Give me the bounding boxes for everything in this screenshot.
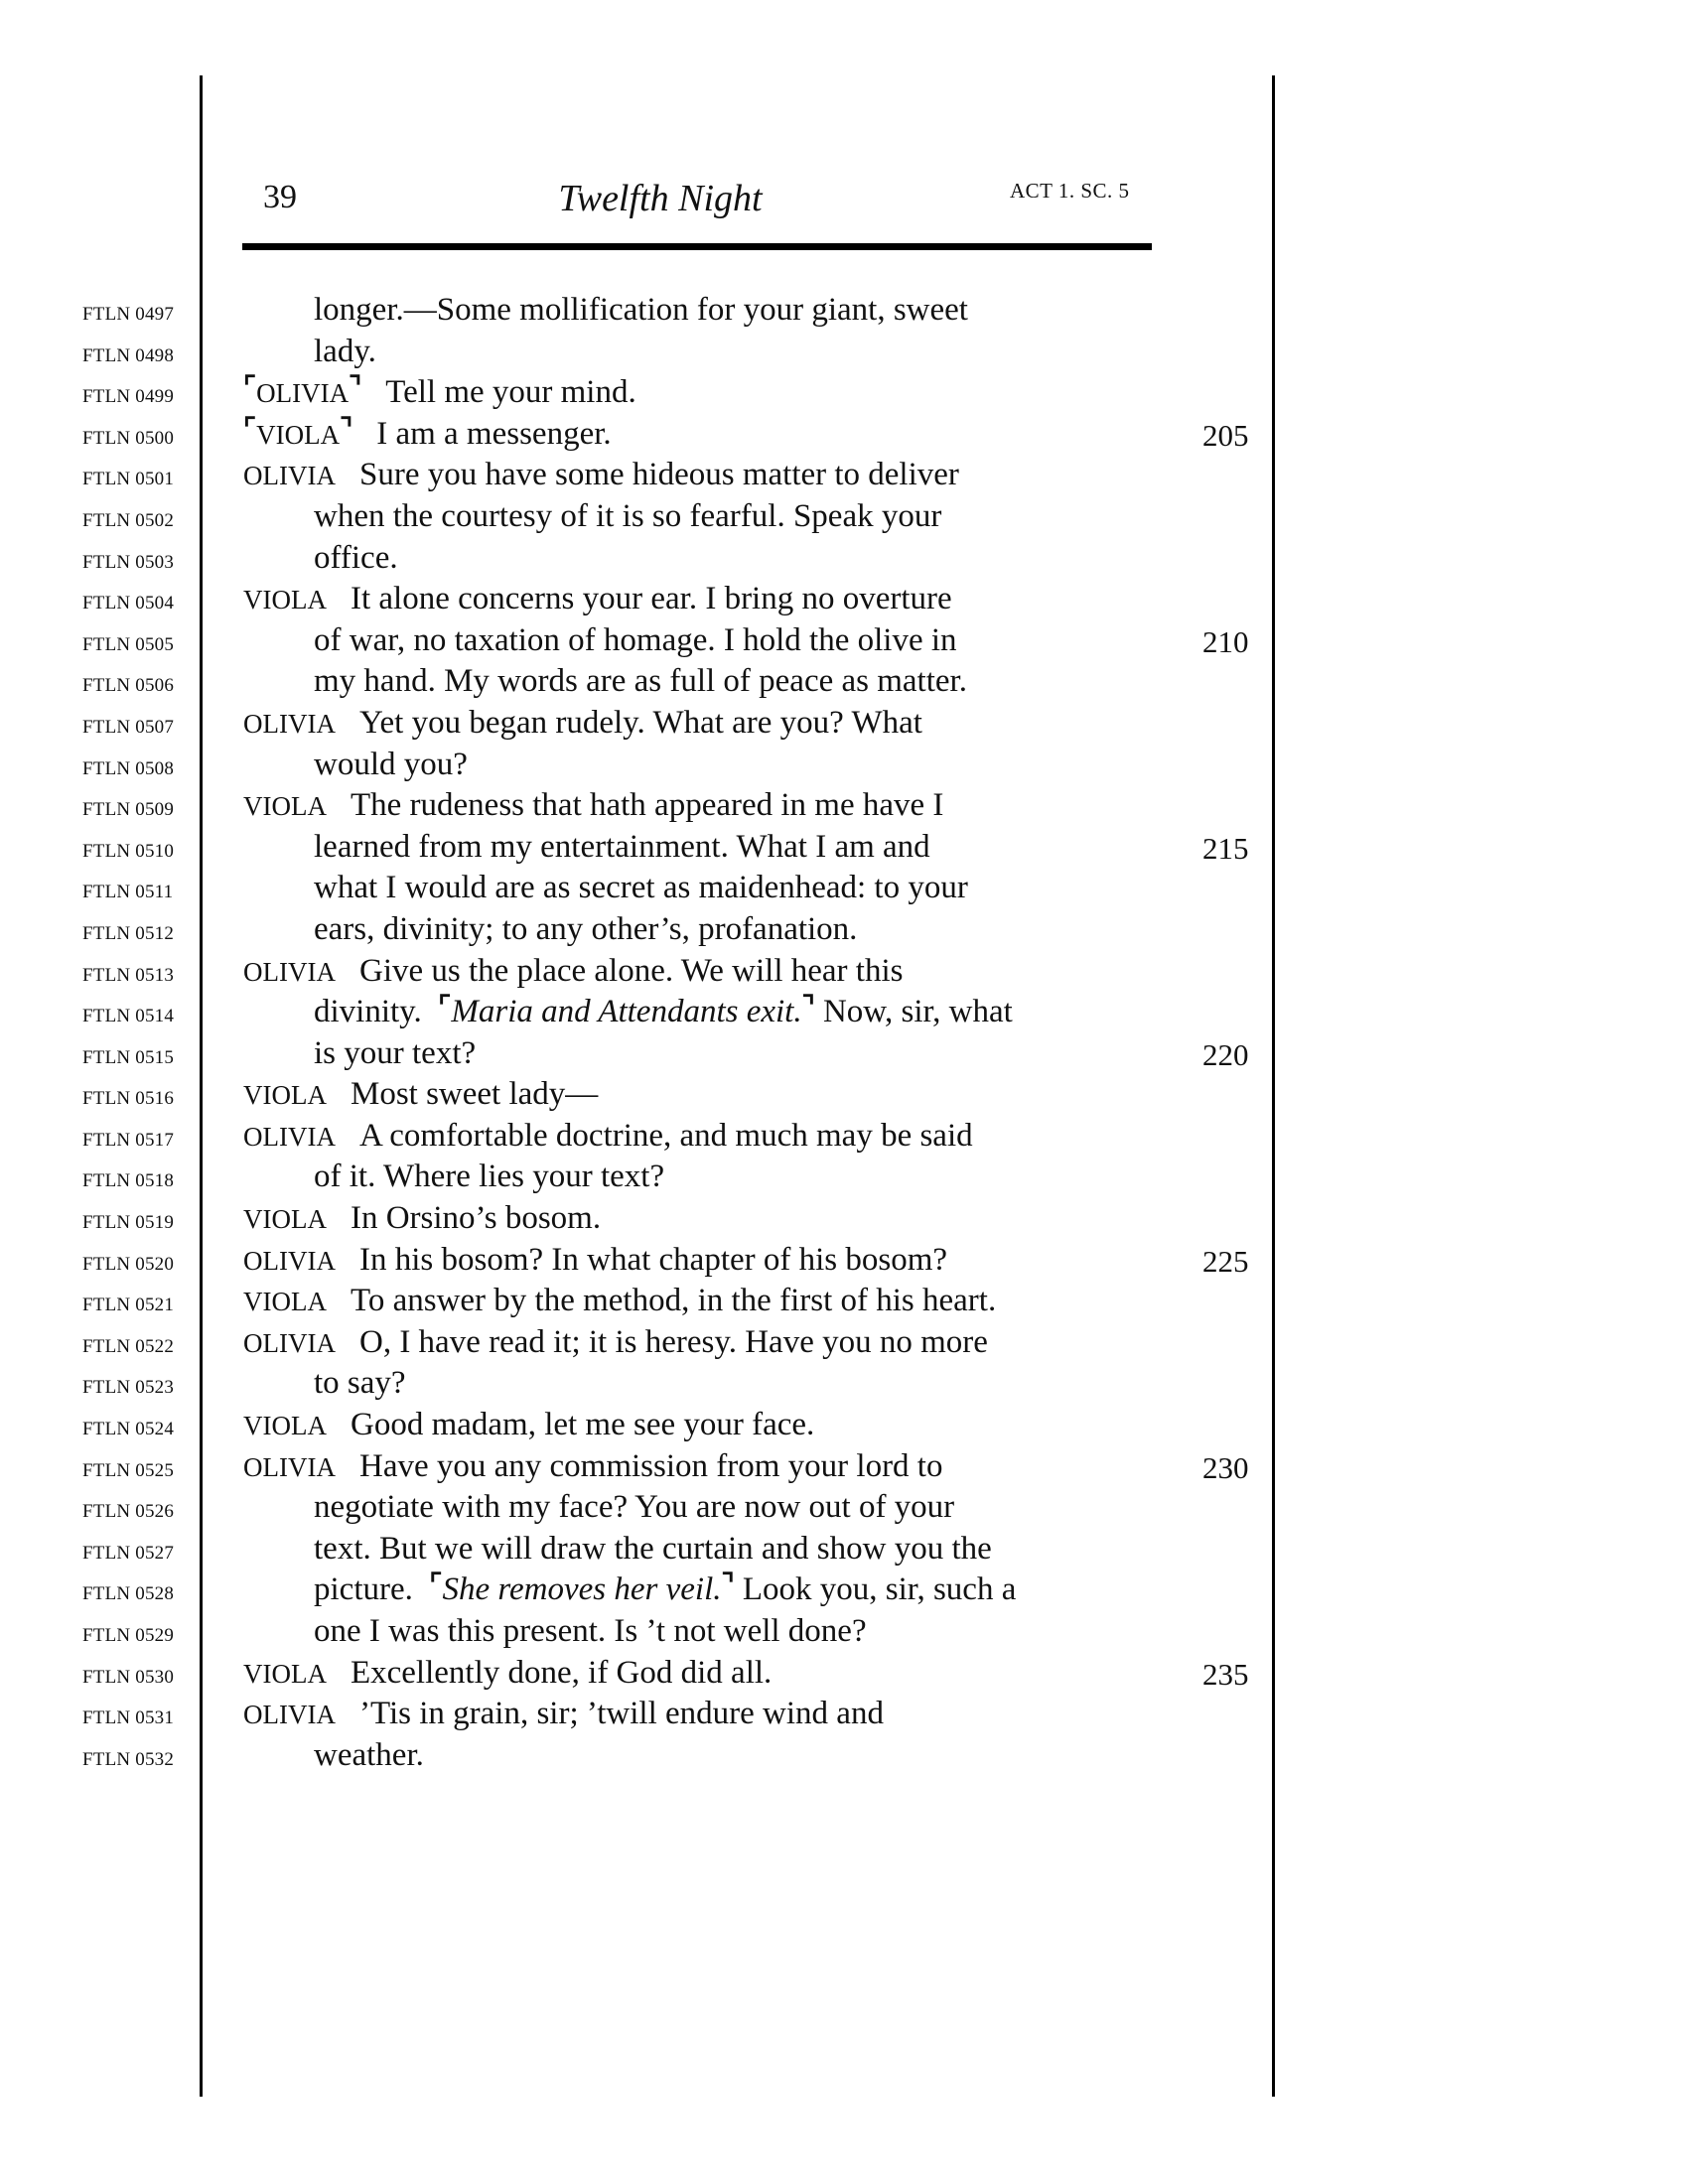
text-line — [0, 827, 1688, 869]
dialogue: learned from my entertainment. What I am and — [314, 828, 930, 865]
dialogue: To answer by the method, in the first of his heart. — [350, 1283, 997, 1319]
dialogue: Excellently done, if God did all. — [350, 1654, 773, 1691]
stage-direction: Maria and Attendants exit. — [451, 994, 802, 1030]
speaker-label: VIOLA — [256, 419, 341, 450]
ftln-number: FTLN 0506 — [82, 675, 175, 697]
ftln-number: FTLN 0525 — [82, 1459, 175, 1481]
speaker-name: VIOLA — [243, 1287, 327, 1317]
dialogue: In Orsino’s bosom. — [350, 1200, 602, 1237]
text-line — [0, 1363, 1688, 1405]
ftln-number: FTLN 0513 — [82, 964, 175, 986]
line-text — [243, 1076, 598, 1113]
line-text — [243, 1283, 996, 1319]
line-number: 220 — [1202, 1036, 1249, 1072]
text-line — [0, 703, 1688, 745]
dialogue: Tell me your mind. — [385, 374, 636, 411]
line-text — [314, 498, 941, 535]
ftln-number: FTLN 0511 — [82, 882, 174, 903]
line-text — [314, 540, 398, 577]
text-line — [0, 414, 1688, 456]
speaker-label: OLIVIA — [256, 378, 350, 409]
play-text-lines — [0, 290, 1688, 1776]
line-text — [243, 1324, 988, 1361]
text-line — [0, 332, 1688, 373]
text-line — [0, 1529, 1688, 1570]
speaker-name: VIOLA — [243, 1204, 327, 1235]
ftln-number: FTLN 0497 — [82, 304, 175, 325]
ftln-number: FTLN 0520 — [82, 1253, 175, 1275]
close-bracket-mark: ⌝ — [801, 992, 815, 1024]
text-line — [0, 1611, 1688, 1653]
line-number: 215 — [1202, 830, 1249, 866]
ftln-number: FTLN 0508 — [82, 757, 175, 779]
text-line — [0, 455, 1688, 496]
line-text — [314, 663, 967, 700]
close-bracket-mark: ⌝ — [349, 372, 362, 404]
dialogue: picture. — [314, 1571, 413, 1608]
close-bracket-mark: ⌝ — [340, 413, 353, 445]
speaker-name: OLIVIA — [243, 1245, 336, 1276]
dialogue: Most sweet lady— — [350, 1076, 599, 1113]
text-line — [0, 579, 1688, 620]
text-line — [0, 1446, 1688, 1488]
line-text — [314, 292, 968, 329]
speaker-name — [243, 413, 353, 450]
line-text — [243, 705, 922, 742]
speaker-name — [243, 372, 362, 409]
line-text — [314, 334, 376, 370]
ftln-number: FTLN 0502 — [82, 509, 175, 531]
line-text — [314, 870, 968, 906]
ftln-number: FTLN 0501 — [82, 469, 175, 490]
ftln-number: FTLN 0514 — [82, 1006, 175, 1027]
dialogue: of it. Where lies your text? — [314, 1159, 665, 1195]
text-line — [0, 1487, 1688, 1529]
dialogue: Sure you have some hideous matter to deliver — [358, 457, 959, 493]
dialogue: A comfortable doctrine, and much may be said — [358, 1117, 973, 1154]
text-line — [0, 1033, 1688, 1075]
dialogue: weather. — [314, 1736, 424, 1773]
ftln-number: FTLN 0519 — [82, 1212, 175, 1234]
ftln-number: FTLN 0521 — [82, 1295, 175, 1316]
open-bracket-mark: ⌜ — [243, 372, 257, 404]
open-bracket-mark: ⌜ — [438, 992, 452, 1024]
dialogue: It alone concerns your ear. I bring no overture — [350, 581, 952, 617]
dialogue: what I would are as secret as maidenhead: to your — [314, 870, 968, 906]
ftln-number: FTLN 0524 — [82, 1419, 175, 1440]
text-line — [0, 538, 1688, 580]
text-line — [0, 496, 1688, 538]
ftln-number: FTLN 0500 — [82, 427, 175, 449]
line-text — [314, 1571, 1016, 1608]
line-text — [314, 747, 468, 783]
ftln-number: FTLN 0504 — [82, 593, 175, 614]
line-text — [314, 1613, 867, 1650]
dialogue: would you? — [314, 746, 468, 782]
dialogue: ’Tis in grain, sir; ’twill endure wind and — [358, 1696, 884, 1732]
line-text — [243, 787, 943, 824]
line-text — [314, 1035, 476, 1072]
text-line — [0, 868, 1688, 909]
speaker-name: OLIVIA — [243, 1121, 336, 1152]
page-number: 39 — [263, 179, 297, 215]
line-number: 235 — [1202, 1656, 1249, 1692]
text-line — [0, 951, 1688, 993]
stage-direction: She removes her veil. — [442, 1571, 722, 1608]
speaker-name: OLIVIA — [243, 1451, 336, 1482]
header-rule — [242, 243, 1152, 250]
ftln-number: FTLN 0498 — [82, 344, 175, 366]
ftln-number: FTLN 0523 — [82, 1377, 175, 1399]
text-line — [0, 1240, 1688, 1282]
line-text — [243, 1242, 947, 1279]
text-line — [0, 1735, 1688, 1777]
text-line — [0, 1074, 1688, 1116]
ftln-number: FTLN 0516 — [82, 1088, 175, 1110]
dialogue: Give us the place alone. We will hear this — [358, 952, 904, 989]
line-text — [243, 581, 952, 617]
speaker-name: VIOLA — [243, 1411, 327, 1441]
dialogue: I am a messenger. — [376, 415, 612, 452]
line-number: 225 — [1202, 1243, 1249, 1279]
dialogue: office. — [314, 539, 398, 576]
text-line — [0, 1198, 1688, 1240]
ftln-number: FTLN 0522 — [82, 1335, 175, 1357]
act-scene-label: ACT 1. SC. 5 — [1010, 179, 1130, 203]
line-text — [314, 1365, 406, 1402]
text-line — [0, 1405, 1688, 1446]
text-line — [0, 785, 1688, 827]
text-line — [0, 1157, 1688, 1198]
line-text — [314, 1489, 954, 1526]
ftln-number: FTLN 0517 — [82, 1129, 175, 1151]
line-text — [243, 1200, 601, 1237]
text-line — [0, 372, 1688, 414]
line-text — [243, 374, 636, 411]
speaker-name: VIOLA — [243, 585, 327, 615]
dialogue-continued: Look you, sir, such a — [742, 1571, 1017, 1608]
line-text — [314, 622, 957, 659]
dialogue: ears, divinity; to any other’s, profanation. — [314, 910, 858, 947]
text-line — [0, 1570, 1688, 1611]
dialogue: O, I have read it; it is heresy. Have you no more — [358, 1323, 988, 1360]
close-bracket-mark: ⌝ — [721, 1570, 735, 1601]
line-text — [314, 911, 857, 948]
dialogue: Have you any commission from your lord to — [358, 1447, 943, 1484]
speaker-name: OLIVIA — [243, 956, 336, 987]
ftln-number: FTLN 0510 — [82, 840, 175, 862]
dialogue: longer.—Some mollification for your giant, sweet — [314, 292, 968, 328]
line-text — [314, 994, 1013, 1030]
ftln-number: FTLN 0512 — [82, 922, 175, 944]
dialogue: is your text? — [314, 1034, 477, 1071]
ftln-number: FTLN 0529 — [82, 1625, 175, 1646]
text-line — [0, 290, 1688, 332]
ftln-number: FTLN 0527 — [82, 1542, 175, 1564]
dialogue: when the courtesy of it is so fearful. Speak your — [314, 497, 942, 534]
line-text — [314, 829, 930, 866]
dialogue: of war, no taxation of homage. I hold the olive in — [314, 621, 957, 658]
ftln-number: FTLN 0518 — [82, 1170, 175, 1192]
text-line — [0, 1116, 1688, 1158]
text-line — [0, 1322, 1688, 1364]
line-text — [243, 457, 959, 493]
line-text — [243, 1407, 814, 1443]
dialogue: my hand. My words are as full of peace as matter. — [314, 663, 967, 700]
ftln-number: FTLN 0503 — [82, 551, 175, 573]
ftln-number: FTLN 0531 — [82, 1707, 175, 1729]
speaker-name: OLIVIA — [243, 1327, 336, 1358]
play-title: Twelfth Night — [558, 178, 763, 219]
line-number: 210 — [1202, 623, 1249, 659]
line-number: 205 — [1202, 417, 1249, 453]
line-text — [243, 413, 612, 453]
ftln-number: FTLN 0499 — [82, 386, 175, 408]
ftln-number: FTLN 0528 — [82, 1583, 175, 1605]
speaker-name: OLIVIA — [243, 461, 336, 491]
open-bracket-mark: ⌜ — [429, 1570, 443, 1601]
line-text — [243, 953, 903, 990]
speaker-name: VIOLA — [243, 791, 327, 822]
line-text — [243, 1448, 942, 1485]
ftln-number: FTLN 0505 — [82, 633, 175, 655]
ftln-number: FTLN 0509 — [82, 799, 175, 821]
speaker-name: OLIVIA — [243, 708, 336, 739]
text-line — [0, 992, 1688, 1033]
dialogue: text. But we will draw the curtain and show you the — [314, 1530, 992, 1567]
text-line — [0, 745, 1688, 786]
speaker-name: VIOLA — [243, 1658, 327, 1689]
text-line — [0, 661, 1688, 703]
line-text — [243, 1655, 772, 1692]
line-number: 230 — [1202, 1449, 1249, 1485]
ftln-number: FTLN 0530 — [82, 1666, 175, 1688]
dialogue: In his bosom? In what chapter of his bosom? — [358, 1241, 948, 1278]
speaker-name: OLIVIA — [243, 1700, 336, 1730]
dialogue-continued: Now, sir, what — [822, 994, 1013, 1030]
text-line — [0, 620, 1688, 662]
ftln-number: FTLN 0526 — [82, 1501, 175, 1523]
dialogue: The rudeness that hath appeared in me have I — [350, 787, 944, 824]
text-line — [0, 1694, 1688, 1735]
text-line — [0, 909, 1688, 951]
line-text — [243, 1118, 973, 1155]
text-line — [0, 1653, 1688, 1695]
ftln-number: FTLN 0515 — [82, 1046, 175, 1068]
ftln-number: FTLN 0507 — [82, 716, 175, 738]
text-line — [0, 1281, 1688, 1322]
ftln-number: FTLN 0532 — [82, 1748, 175, 1770]
dialogue: one I was this present. Is ’t not well done? — [314, 1613, 867, 1649]
line-text — [314, 1737, 424, 1774]
speaker-name: VIOLA — [243, 1080, 327, 1111]
open-bracket-mark: ⌜ — [243, 413, 257, 445]
dialogue: lady. — [314, 333, 376, 369]
dialogue: negotiate with my face? You are now out of your — [314, 1489, 955, 1526]
dialogue: Good madam, let me see your face. — [350, 1407, 815, 1443]
dialogue: divinity. — [314, 994, 422, 1030]
line-text — [314, 1159, 664, 1195]
line-text — [314, 1531, 992, 1568]
line-text — [243, 1696, 884, 1732]
dialogue: to say? — [314, 1365, 406, 1402]
dialogue: Yet you began rudely. What are you? What — [358, 704, 922, 741]
